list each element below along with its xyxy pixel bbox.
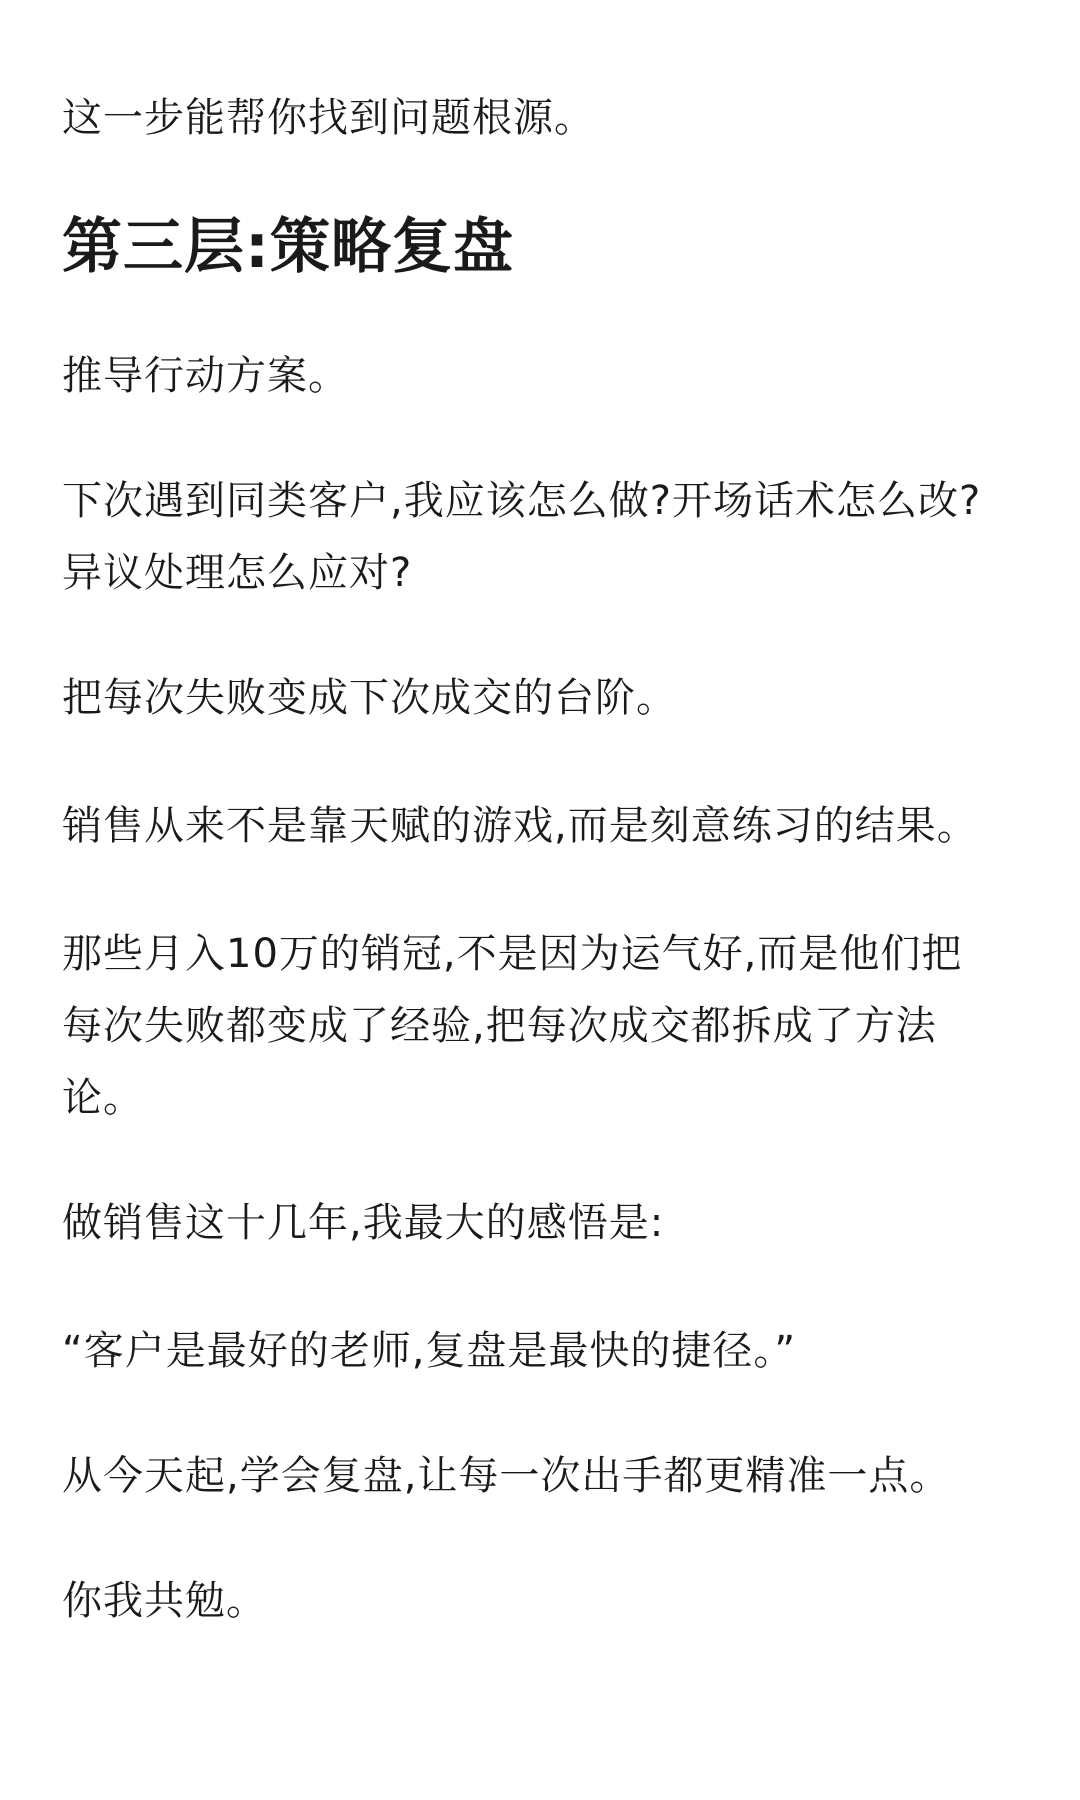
paragraph-top-sellers-line-2: 每次失败都变成了经验,把每次成交都拆成了方法 bbox=[62, 1003, 937, 1049]
paragraph-next-time-line-2: 异议处理怎么应对? bbox=[62, 550, 413, 596]
paragraph-insight: 做销售这十几年,我最大的感悟是: bbox=[62, 1200, 665, 1246]
paragraph-top-sellers-line-1: 那些月入10万的销冠,不是因为运气好,而是他们把 bbox=[62, 931, 963, 977]
quote-paragraph: “客户是最好的老师,复盘是最快的捷径。” bbox=[62, 1328, 797, 1374]
paragraph-action-plan: 推导行动方案。 bbox=[62, 353, 349, 399]
paragraph-top-sellers-line-3: 论。 bbox=[62, 1075, 144, 1121]
paragraph-failure-steps: 把每次失败变成下次成交的台阶。 bbox=[62, 675, 677, 721]
paragraph-practice: 销售从来不是靠天赋的游戏,而是刻意练习的结果。 bbox=[62, 803, 978, 849]
section-heading: 第三层:策略复盘 bbox=[62, 212, 514, 282]
paragraph-next-time-line-1: 下次遇到同类客户,我应该怎么做?开场话术怎么改? bbox=[62, 478, 982, 524]
paragraph-from-today: 从今天起,学会复盘,让每一次出手都更精准一点。 bbox=[62, 1453, 951, 1499]
closing-paragraph: 你我共勉。 bbox=[62, 1578, 267, 1624]
intro-paragraph: 这一步能帮你找到问题根源。 bbox=[62, 95, 595, 141]
